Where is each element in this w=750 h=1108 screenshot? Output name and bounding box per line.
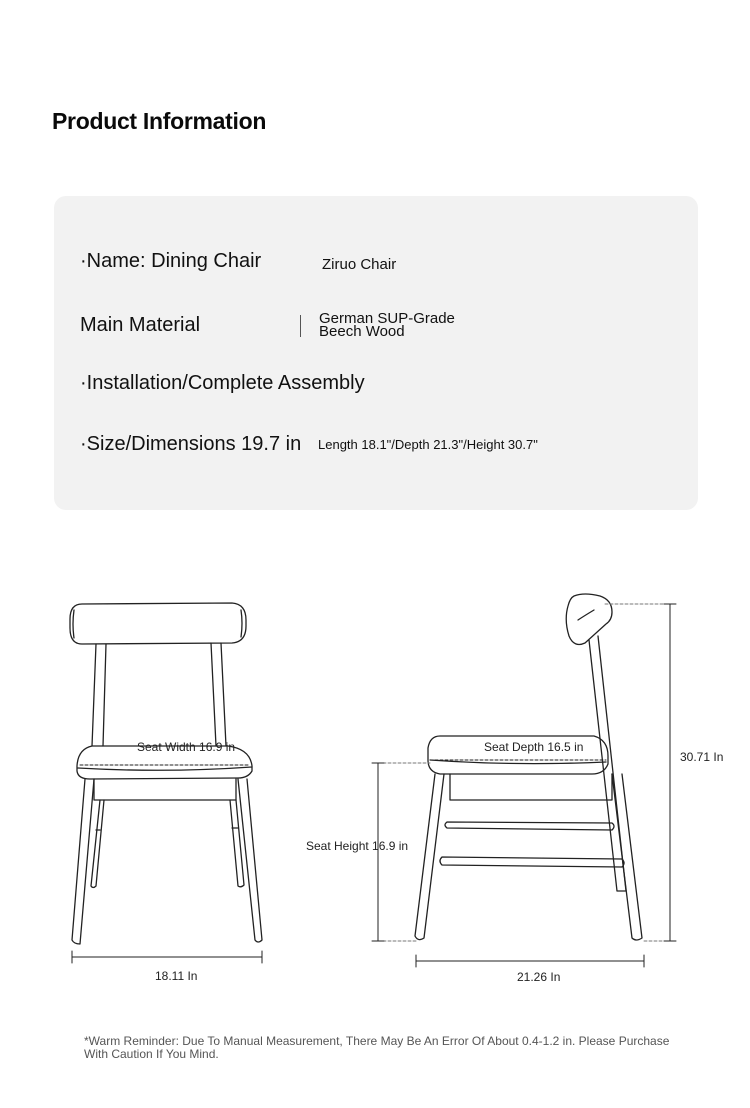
seat-depth-label: Seat Depth 16.5 in xyxy=(484,740,584,754)
material-divider xyxy=(300,315,301,337)
info-panel xyxy=(54,196,698,510)
front-width-label: 18.11 In xyxy=(155,969,198,983)
material-label: Main Material xyxy=(80,314,201,336)
chair-dimension-drawing xyxy=(0,560,750,1000)
page-title: Product Information xyxy=(52,108,267,134)
installation-label: ·Installation/Complete Assembly xyxy=(80,372,365,394)
side-depth-label: 21.26 In xyxy=(517,970,561,984)
material-value xyxy=(319,312,455,338)
side-view-chair xyxy=(415,594,642,940)
name-value: Ziruo Chair xyxy=(322,256,397,273)
seat-height-label: Seat Height 16.9 in xyxy=(306,839,409,853)
total-height-label: 30.71 In xyxy=(680,750,724,764)
front-view-chair xyxy=(70,603,262,944)
seat-width-label: Seat Width 16.9 in xyxy=(137,740,236,754)
warm-reminder-note: *Warm Reminder: Due To Manual Measurement, There May Be An Error Of About 0.4-1.2 in. Please Purchase With Caution If You Mind. xyxy=(84,1034,670,1061)
size-value: Length 18.1"/Depth 21.3"/Height 30.7" xyxy=(318,437,538,452)
size-label: ·Size/Dimensions 19.7 in xyxy=(80,433,302,455)
material-value-line1: German SUP-Grade xyxy=(319,310,455,327)
name-label: ·Name: Dining Chair xyxy=(80,250,262,272)
material-value-line2: Beech Wood xyxy=(319,323,405,340)
